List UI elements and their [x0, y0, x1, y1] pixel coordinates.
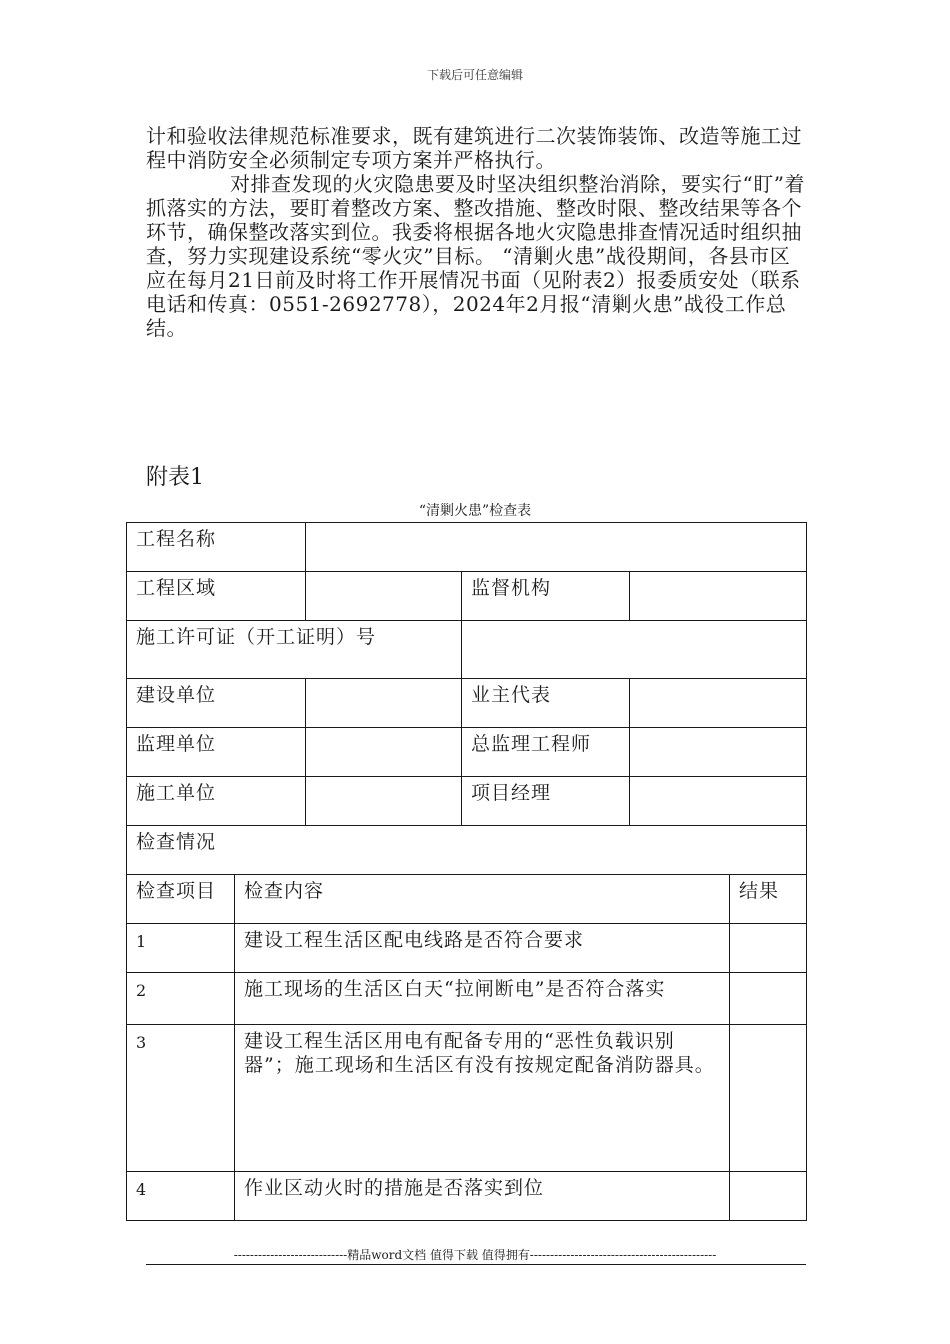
inspection-status-label: 检查情况 [127, 826, 807, 875]
item-content: 建设工程生活区配电线路是否符合要求 [235, 924, 730, 973]
item-number: 2 [127, 973, 235, 1025]
item-result [730, 924, 807, 973]
col-item-header: 检查项目 [127, 875, 235, 924]
table-row [127, 826, 807, 875]
permit-label: 施工许可证（开工证明）号 [127, 621, 462, 679]
supervision-agency-label: 监督机构 [462, 572, 630, 621]
table-row [127, 777, 807, 826]
owner-rep-value [630, 679, 807, 728]
chief-supervisor-label: 总监理工程师 [462, 728, 630, 777]
item-number: 4 [127, 1172, 235, 1221]
table-row [127, 572, 807, 621]
table-row [127, 1172, 807, 1221]
permit-value [462, 621, 807, 679]
col-content-header: 检查内容 [235, 875, 730, 924]
builder-label: 建设单位 [127, 679, 306, 728]
project-area-label: 工程区域 [127, 572, 306, 621]
project-manager-value [630, 777, 807, 826]
appendix-label: 附表1 [146, 465, 204, 490]
supervisor-unit-label: 监理单位 [127, 728, 306, 777]
chief-supervisor-value [630, 728, 807, 777]
footer-divider [146, 1264, 806, 1265]
project-name-label: 工程名称 [127, 523, 306, 572]
construction-unit-value [306, 777, 462, 826]
paragraph-2: 对排查发现的火灾隐患要及时坚决组织整治消除，要实行“盯”着抓落实的方法，要盯着整改方案、整改措施、整改时限、整改结果等各个环节，确保整改落实到位。我委将根据各地火灾隐患排查情况适时组织抽查，努力实现建设系统“零火灾”目标。 “清剿火患”战役期间，各县市区应在每月21日前及时将工作开展情况书面（见附表2）报委质安处（联系电话和传真：0551-2692778），2024年2月报“清剿火患”战役工作总结。 [146, 172, 805, 340]
page-footer: ----------------------------精品word文档 值得下载 值得拥有---------------------------------------------- [233, 1248, 717, 1262]
table-row [127, 973, 807, 1025]
project-area-value [306, 572, 462, 621]
owner-rep-label: 业主代表 [462, 679, 630, 728]
table-row [127, 523, 807, 572]
project-manager-label: 项目经理 [462, 777, 630, 826]
supervisor-unit-value [306, 728, 462, 777]
item-result [730, 1025, 807, 1172]
table-row [127, 621, 807, 679]
construction-unit-label: 施工单位 [127, 777, 306, 826]
item-content: 施工现场的生活区白天“拉闸断电”是否符合落实 [235, 973, 730, 1025]
item-result [730, 1172, 807, 1221]
table-row [127, 679, 807, 728]
table-row [127, 924, 807, 973]
body-text [146, 124, 806, 340]
page-header: 下载后可任意编辑 [426, 68, 523, 82]
supervision-agency-value [630, 572, 807, 621]
paragraph-1: 计和验收法律规范标准要求，既有建筑进行二次装饰装饰、改造等施工过程中消防安全必须制定专项方案并严格执行。 [146, 124, 802, 172]
item-result [730, 973, 807, 1025]
table-row [127, 728, 807, 777]
item-number: 1 [127, 924, 235, 973]
item-number: 3 [127, 1025, 235, 1172]
builder-value [306, 679, 462, 728]
inspection-table [126, 522, 807, 1221]
item-content: 作业区动火时的措施是否落实到位 [235, 1172, 730, 1221]
item-content: 建设工程生活区用电有配备专用的“恶性负载识别器”；施工现场和生活区有没有按规定配备消防器具。 [235, 1025, 730, 1172]
table-title: “清剿火患”检查表 [418, 503, 532, 519]
table-row [127, 1025, 807, 1172]
col-result-header: 结果 [730, 875, 807, 924]
project-name-value [306, 523, 807, 572]
table-header-row [127, 875, 807, 924]
